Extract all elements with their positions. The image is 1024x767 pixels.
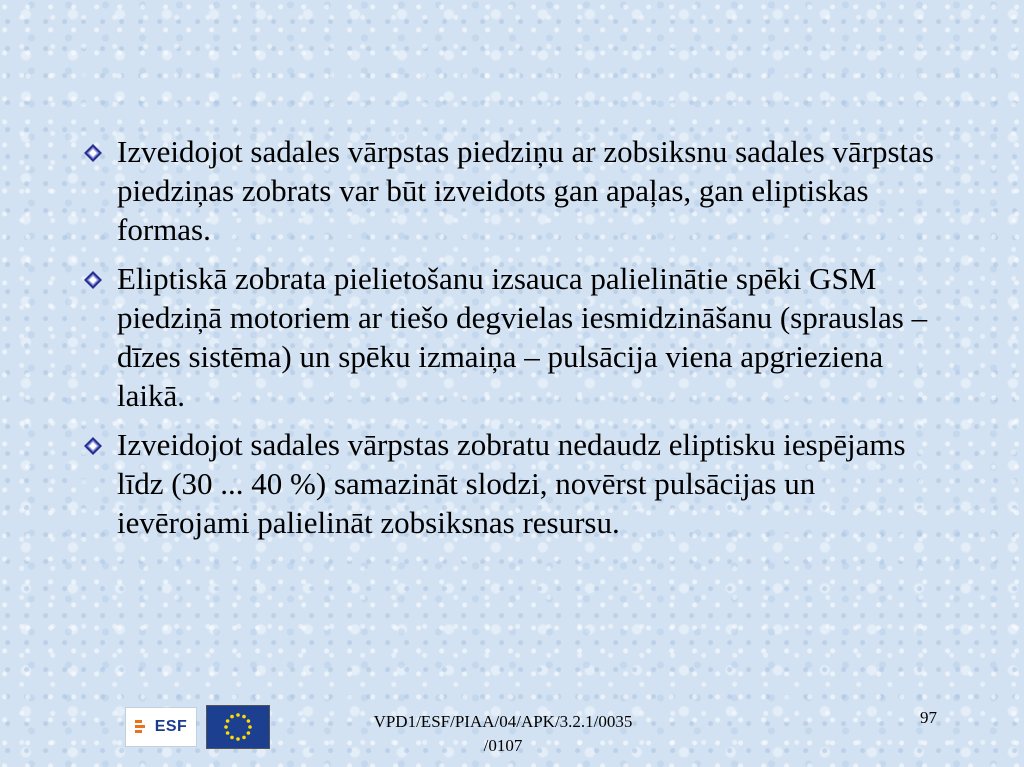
bullet-item <box>82 425 942 542</box>
page-number: 97 <box>920 708 937 727</box>
bullet-text: Izveidojot sadales vārpstas zobratu nedaudz eliptisku iespējams līdz (30 ... 40 %) samazināt slodzi, novērst pulsācijas un ievērojami palielināt zobsiksnas resursu. <box>117 427 906 540</box>
esf-logo <box>126 708 196 746</box>
footer-code-line2: /0107 <box>483 736 523 755</box>
esf-logo-text: ESF <box>154 718 188 735</box>
footer-logos <box>126 705 270 749</box>
footer-code-line1: VPD1/ESF/PIAA/04/APK/3.2.1/0035 <box>373 712 633 731</box>
bullet-list <box>82 132 942 552</box>
esf-logo-icon <box>135 719 151 735</box>
bullet-item <box>82 132 942 249</box>
footer-project-code <box>338 710 668 758</box>
bullet-item <box>82 259 942 415</box>
diamond-bullet-icon <box>84 271 102 289</box>
diamond-bullet-icon <box>84 144 102 162</box>
bullet-text: Izveidojot sadales vārpstas piedziņu ar zobsiksnu sadales vārpstas piedziņas zobrats var būt izveidots gan apaļas, gan eliptiskas formas. <box>117 134 934 247</box>
bullet-text: Eliptiskā zobrata pielietošanu izsauca palielinātie spēki GSM piedziņā motoriem ar tiešo degvielas iesmidzināšanu (sprauslas – dīzes sistēma) un spēku izmaiņa – pulsācija viena apgrieziena laikā. <box>117 261 928 413</box>
diamond-bullet-icon <box>84 437 102 455</box>
eu-flag-icon <box>206 705 270 749</box>
